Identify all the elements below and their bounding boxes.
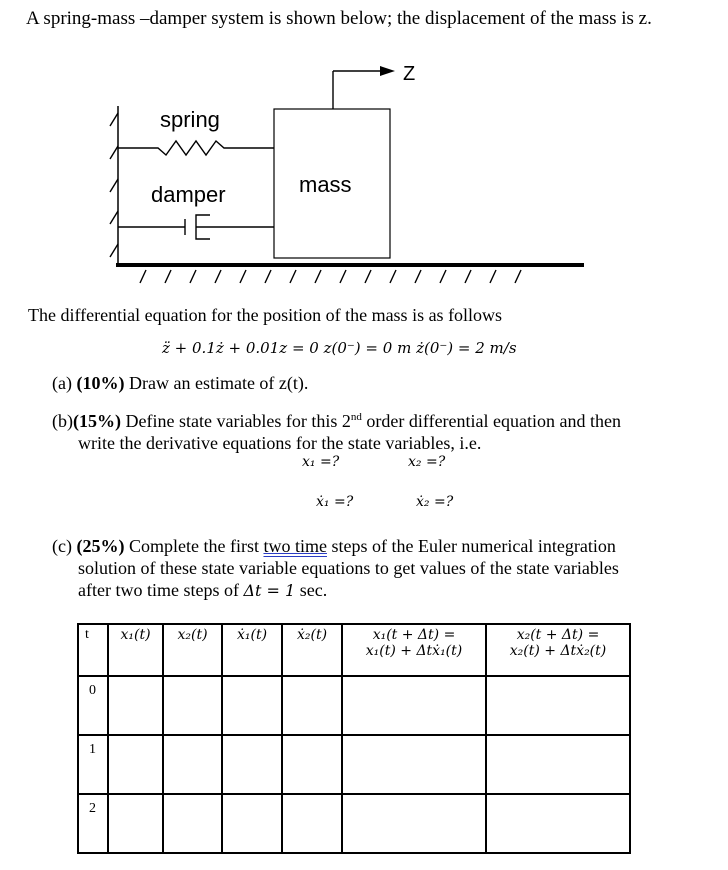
spring	[118, 141, 274, 155]
table-cell[interactable]	[163, 735, 222, 794]
header-x2: x₂(t)	[163, 624, 222, 676]
part-c-line1-post: steps of the Euler numerical integration	[326, 536, 616, 556]
row-t-value: 0	[78, 676, 108, 735]
part-b	[52, 406, 621, 454]
differential-equation: z̈ + 0.1ż + 0.01z = 0 z(0⁻) = 0 m ż(0⁻) = 2 m/s	[162, 339, 517, 357]
header-x2-next	[486, 624, 630, 676]
arrow-head	[380, 66, 395, 76]
table-cell[interactable]	[342, 735, 486, 794]
table-cell[interactable]	[108, 735, 163, 794]
header-x1dot: ẋ₁(t)	[222, 624, 282, 676]
table-cell[interactable]	[282, 794, 342, 853]
part-a-weight: (10%)	[76, 373, 125, 393]
table-cell[interactable]	[108, 676, 163, 735]
table-cell[interactable]	[282, 676, 342, 735]
part-c-line3-post: sec.	[295, 580, 328, 600]
table-cell[interactable]	[486, 676, 630, 735]
table-cell[interactable]	[222, 735, 282, 794]
part-b-line1-post: order differential equation and then	[361, 411, 621, 431]
part-c-line3-pre: after two time steps of	[78, 580, 244, 600]
mass-label: mass	[299, 172, 352, 197]
table-cell[interactable]	[108, 794, 163, 853]
table-cell[interactable]	[222, 794, 282, 853]
part-c-delta-t: Δt = 1	[243, 581, 296, 600]
euler-table	[77, 623, 631, 854]
header-x2dot: ẋ₂(t)	[282, 624, 342, 676]
header-x2-next-line2: x₂(t) + Δtẋ₂(t)	[509, 643, 607, 659]
table-row	[78, 676, 630, 735]
part-a-text: Draw an estimate of z(t).	[128, 373, 309, 393]
spring-label: spring	[160, 107, 220, 132]
part-b-line1-pre: Define state variables for this 2	[125, 411, 351, 431]
part-a	[52, 373, 308, 394]
part-c-underlined: two time	[263, 536, 327, 556]
row-t-value: 2	[78, 794, 108, 853]
header-x2-next-line1: x₂(t + Δt) =	[516, 627, 600, 643]
wall-hatching	[110, 113, 118, 257]
table-cell[interactable]	[486, 794, 630, 853]
table-row	[78, 794, 630, 853]
part-c	[52, 535, 619, 602]
table-cell[interactable]	[342, 676, 486, 735]
z-label: Z	[403, 63, 416, 85]
header-x1-next-line1: x₁(t + Δt) =	[372, 627, 456, 643]
part-b-line2: write the derivative equations for the state variables, i.e.	[78, 433, 482, 453]
table-header-row	[78, 624, 630, 676]
part-c-line1-pre: Complete the first	[128, 536, 264, 556]
part-a-label: (a)	[52, 373, 72, 393]
table-cell[interactable]	[222, 676, 282, 735]
header-x1: x₁(t)	[108, 624, 163, 676]
row-t-value: 1	[78, 735, 108, 794]
displacement-arrow	[333, 71, 380, 109]
damper	[118, 215, 274, 239]
part-c-label: (c)	[52, 536, 72, 556]
table-row	[78, 735, 630, 794]
table-cell[interactable]	[282, 735, 342, 794]
table-cell[interactable]	[342, 794, 486, 853]
table-cell[interactable]	[163, 676, 222, 735]
damper-label: damper	[151, 182, 226, 207]
question-x1dot: ẋ₁ =?	[316, 494, 354, 510]
part-b-label: (b)	[52, 411, 73, 431]
de-intro: The differential equation for the position of the mass is as follows	[28, 305, 503, 325]
header-t: t	[78, 624, 108, 676]
table-cell[interactable]	[486, 735, 630, 794]
question-x1: x₁ =?	[302, 454, 340, 470]
header-x1-next-line2: x₁(t) + Δtẋ₁(t)	[365, 643, 463, 659]
part-b-weight: (15%)	[73, 411, 121, 431]
question-x2: x₂ =?	[408, 454, 446, 470]
problem-intro: A spring-mass –damper system is shown below; the displacement of the mass is z.	[26, 8, 652, 29]
question-x2dot: ẋ₂ =?	[416, 494, 454, 510]
header-x1-next	[342, 624, 486, 676]
part-c-line2: solution of these state variable equations to get values of the state variables	[78, 558, 619, 578]
ground-hatching	[140, 270, 521, 283]
part-c-weight: (25%)	[76, 536, 125, 556]
table-cell[interactable]	[163, 794, 222, 853]
part-b-sup: nd	[350, 411, 362, 423]
spring-mass-damper-diagram	[0, 0, 728, 300]
